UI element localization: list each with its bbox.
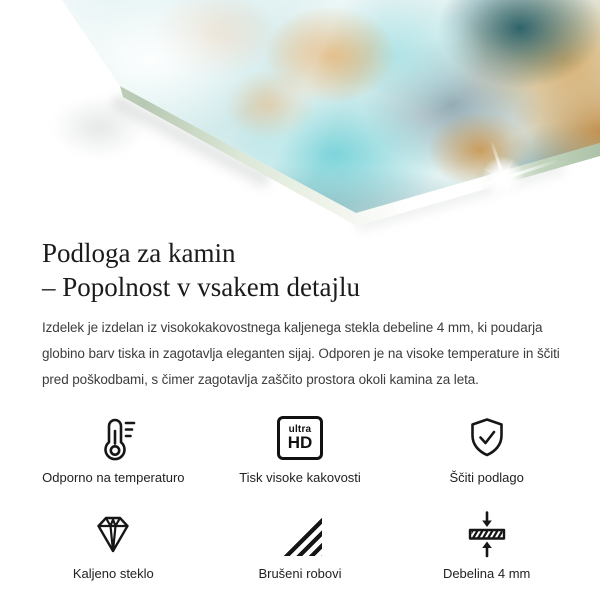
features-grid	[20, 413, 580, 581]
feature-protects	[393, 413, 580, 485]
page-title-line1: Podloga za kamin	[42, 238, 236, 268]
page-title	[0, 230, 600, 304]
feature-beveled-edges	[207, 509, 394, 581]
ultra-hd-icon: ultra HD	[277, 413, 323, 463]
product-description: Izdelek je izdelan iz visokokakovostnega kaljenega stekla debeline 4 mm, ki poudarja globino barv tiska in zagotavlja eleganten sijaj. Odporen je na visoke temperature in ščiti pred poškodbami, s čimer zagotavlja zaščito prostora okoli kamina za leta.	[42, 320, 560, 387]
feature-label: Brušeni robovi	[258, 566, 342, 581]
feature-tempered-glass	[20, 509, 207, 581]
feature-temperature	[20, 413, 207, 485]
thickness-icon	[463, 509, 511, 559]
shield-check-icon	[463, 413, 511, 463]
feature-label: Odporno na temperaturo	[42, 470, 185, 485]
feature-label: Ščiti podlago	[449, 470, 524, 485]
feature-label: Kaljeno steklo	[72, 566, 154, 581]
product-hero-image	[0, 0, 600, 230]
thermometer-icon	[89, 413, 137, 463]
beveled-edges-icon	[278, 509, 322, 559]
feature-print-quality	[207, 413, 394, 485]
diamond-icon	[89, 509, 137, 559]
feature-thickness	[393, 509, 580, 581]
feature-label: Debelina 4 mm	[442, 566, 531, 581]
page-title-line2: – Popolnost v vsakem detajlu	[42, 272, 360, 302]
feature-label: Tisk visoke kakovosti	[239, 470, 361, 485]
